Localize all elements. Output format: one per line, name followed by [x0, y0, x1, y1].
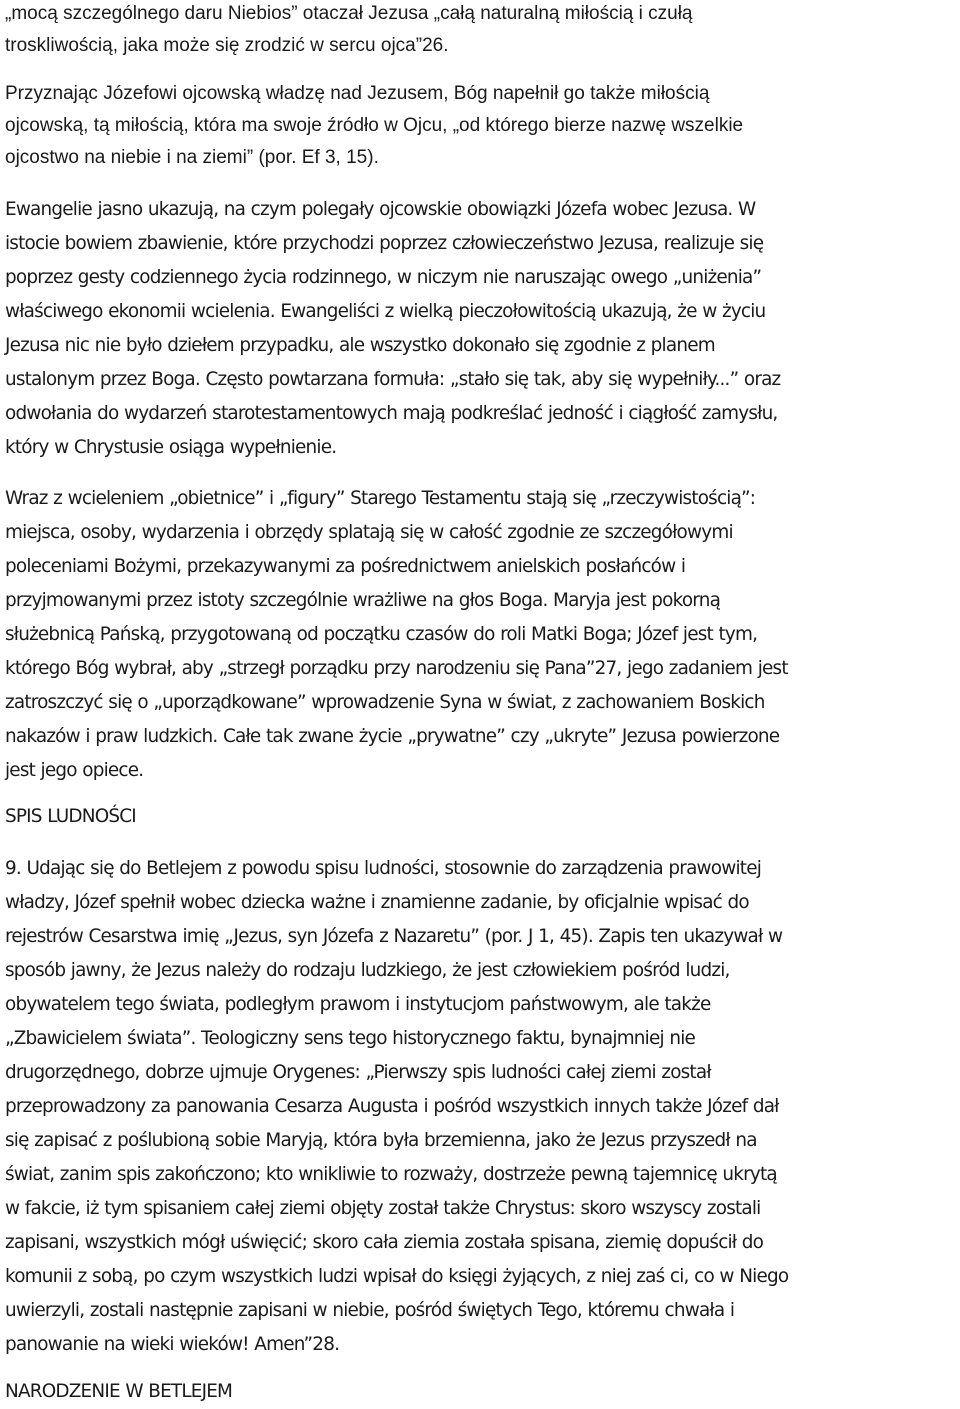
text-line: rejestrów Cesarstwa imię „Jezus, syn Józefa z Nazaretu” (por. J 1, 45). Zapis ten ukazywał w [5, 926, 783, 947]
text-line: przyjmowanymi przez istoty szczególnie wrażliwe na głos Boga. Maryja jest pokorną [5, 590, 721, 611]
text-line: Ewangelie jasno ukazują, na czym polegały ojcowskie obowiązki Józefa wobec Jezusa. W [5, 199, 756, 220]
text-line: Jezusa nic nie było dziełem przypadku, ale wszystko dokonało się zgodnie z planem [5, 335, 715, 356]
paragraph-paternal-authority [5, 78, 743, 174]
text-line: ojcostwo na niebie i na ziemi” (por. Ef 3, 15). [5, 147, 379, 168]
text-line: uwierzyli, zostali następnie zapisani w niebie, pośród świętych Tego, któremu chwała i [5, 1300, 735, 1321]
text-line: właściwego ekonomii wcielenia. Ewangeliści z wielką pieczołowitością ukazują, że w życiu [5, 301, 766, 322]
text-line: poprzez gesty codziennego życia rodzinnego, w niczym nie naruszając owego „uniżenia” [5, 267, 762, 288]
text-line: obywatelem tego świata, podległym prawom i instytucjom państwowym, ale także [5, 994, 711, 1015]
text-line: panowanie na wieki wieków! Amen”28. [5, 1334, 340, 1355]
text-line: świat, zanim spis zakończono; kto wnikliwie to rozważy, dostrzeże pewną tajemnicę ukrytą [5, 1164, 777, 1185]
paragraph-census [5, 852, 788, 1362]
section-heading-nativity: NARODZENIE W BETLEJEM [5, 1381, 233, 1402]
text-line: który w Chrystusie osiąga wypełnienie. [5, 437, 337, 458]
text-line: 9. Udając się do Betlejem z powodu spisu ludności, stosownie do zarządzenia prawowitej [5, 858, 762, 879]
text-line: ojcowską, tą miłością, która ma swoje źródło w Ojcu, „od którego bierze nazwę wszelkie [5, 115, 744, 136]
text-line: nakazów i praw ludzkich. Całe tak zwane życie „prywatne” czy „ukryte” Jezusa powierzone [5, 726, 780, 747]
text-line: którego Bóg wybrał, aby „strzegł porządku przy narodzeniu się Pana”27, jego zadaniem jest [5, 658, 788, 679]
text-line: ustalonym przez Boga. Często powtarzana formuła: „stało się tak, aby się wypełniły...” oraz [5, 369, 781, 390]
text-line: troskliwością, jaka może się zrodzić w sercu ojca”26. [5, 35, 449, 56]
text-line: sposób jawny, że Jezus należy do rodzaju ludzkiego, że jest człowiekiem pośród ludzi, [5, 960, 730, 981]
text-line: jest jego opiece. [5, 760, 144, 781]
text-line: istocie bowiem zbawienie, które przychodzi poprzez człowieczeństwo Jezusa, realizuje się [5, 233, 764, 254]
text-line: Przyznając Józefowi ojcowską władzę nad Jezusem, Bóg napełnił go także miłością [5, 83, 710, 104]
text-line: komunii z sobą, po czym wszystkich ludzi wpisał do księgi żyjących, z niej zaś ci, co w Niego [5, 1266, 789, 1287]
text-line: „mocą szczególnego daru Niebios” otaczał Jezusa „całą naturalną miłością i czułą [5, 3, 693, 24]
text-line: odwołania do wydarzeń starotestamentowych mają podkreślać jedność i ciągłość zamysłu, [5, 403, 778, 424]
text-line: służebnicą Pańską, przygotowaną od początku czasów do roli Matki Boga; Józef jest tym, [5, 624, 758, 645]
text-line: drugorzędnego, dobrze ujmuje Orygenes: „Pierwszy spis ludności całej ziemi został [5, 1062, 711, 1083]
text-line: poleceniami Bożymi, przekazywanymi za pośrednictwem anielskich posłańców i [5, 556, 686, 577]
section-heading-census: SPIS LUDNOŚCI [5, 806, 136, 827]
paragraph-gospels [5, 193, 780, 465]
text-line: miejsca, osoby, wydarzenia i obrzędy splatają się w całość zgodnie ze szczegółowymi [5, 522, 733, 543]
text-line: zapisani, wszystkich mógł uświęcić; skoro cała ziemia została spisana, ziemię dopuścił do [5, 1232, 764, 1253]
text-line: władzy, Józef spełnił wobec dziecka ważne i znamienne zadanie, by oficjalnie wpisać do [5, 892, 749, 913]
text-line: zatroszczyć się o „uporządkowane” wprowadzenie Syna w świat, z zachowaniem Boskich [5, 692, 765, 713]
paragraph-father-love [5, 0, 693, 62]
text-line: w fakcie, iż tym spisaniem całej ziemi objęty został także Chrystus: skoro wszyscy zostali [5, 1198, 761, 1219]
text-line: przeprowadzony za panowania Cesarza Augusta i pośród wszystkich innych także Józef dał [5, 1096, 779, 1117]
text-line: się zapisać z poślubioną sobie Maryją, która była brzemienna, jako że Jezus przyszedł na [5, 1130, 757, 1151]
text-line: Wraz z wcieleniem „obietnice” i „figury” Starego Testamentu stają się „rzeczywistością”: [5, 488, 756, 509]
text-line: „Zbawicielem świata”. Teologiczny sens tego historycznego faktu, bynajmniej nie [5, 1028, 696, 1049]
paragraph-incarnation [5, 482, 788, 788]
